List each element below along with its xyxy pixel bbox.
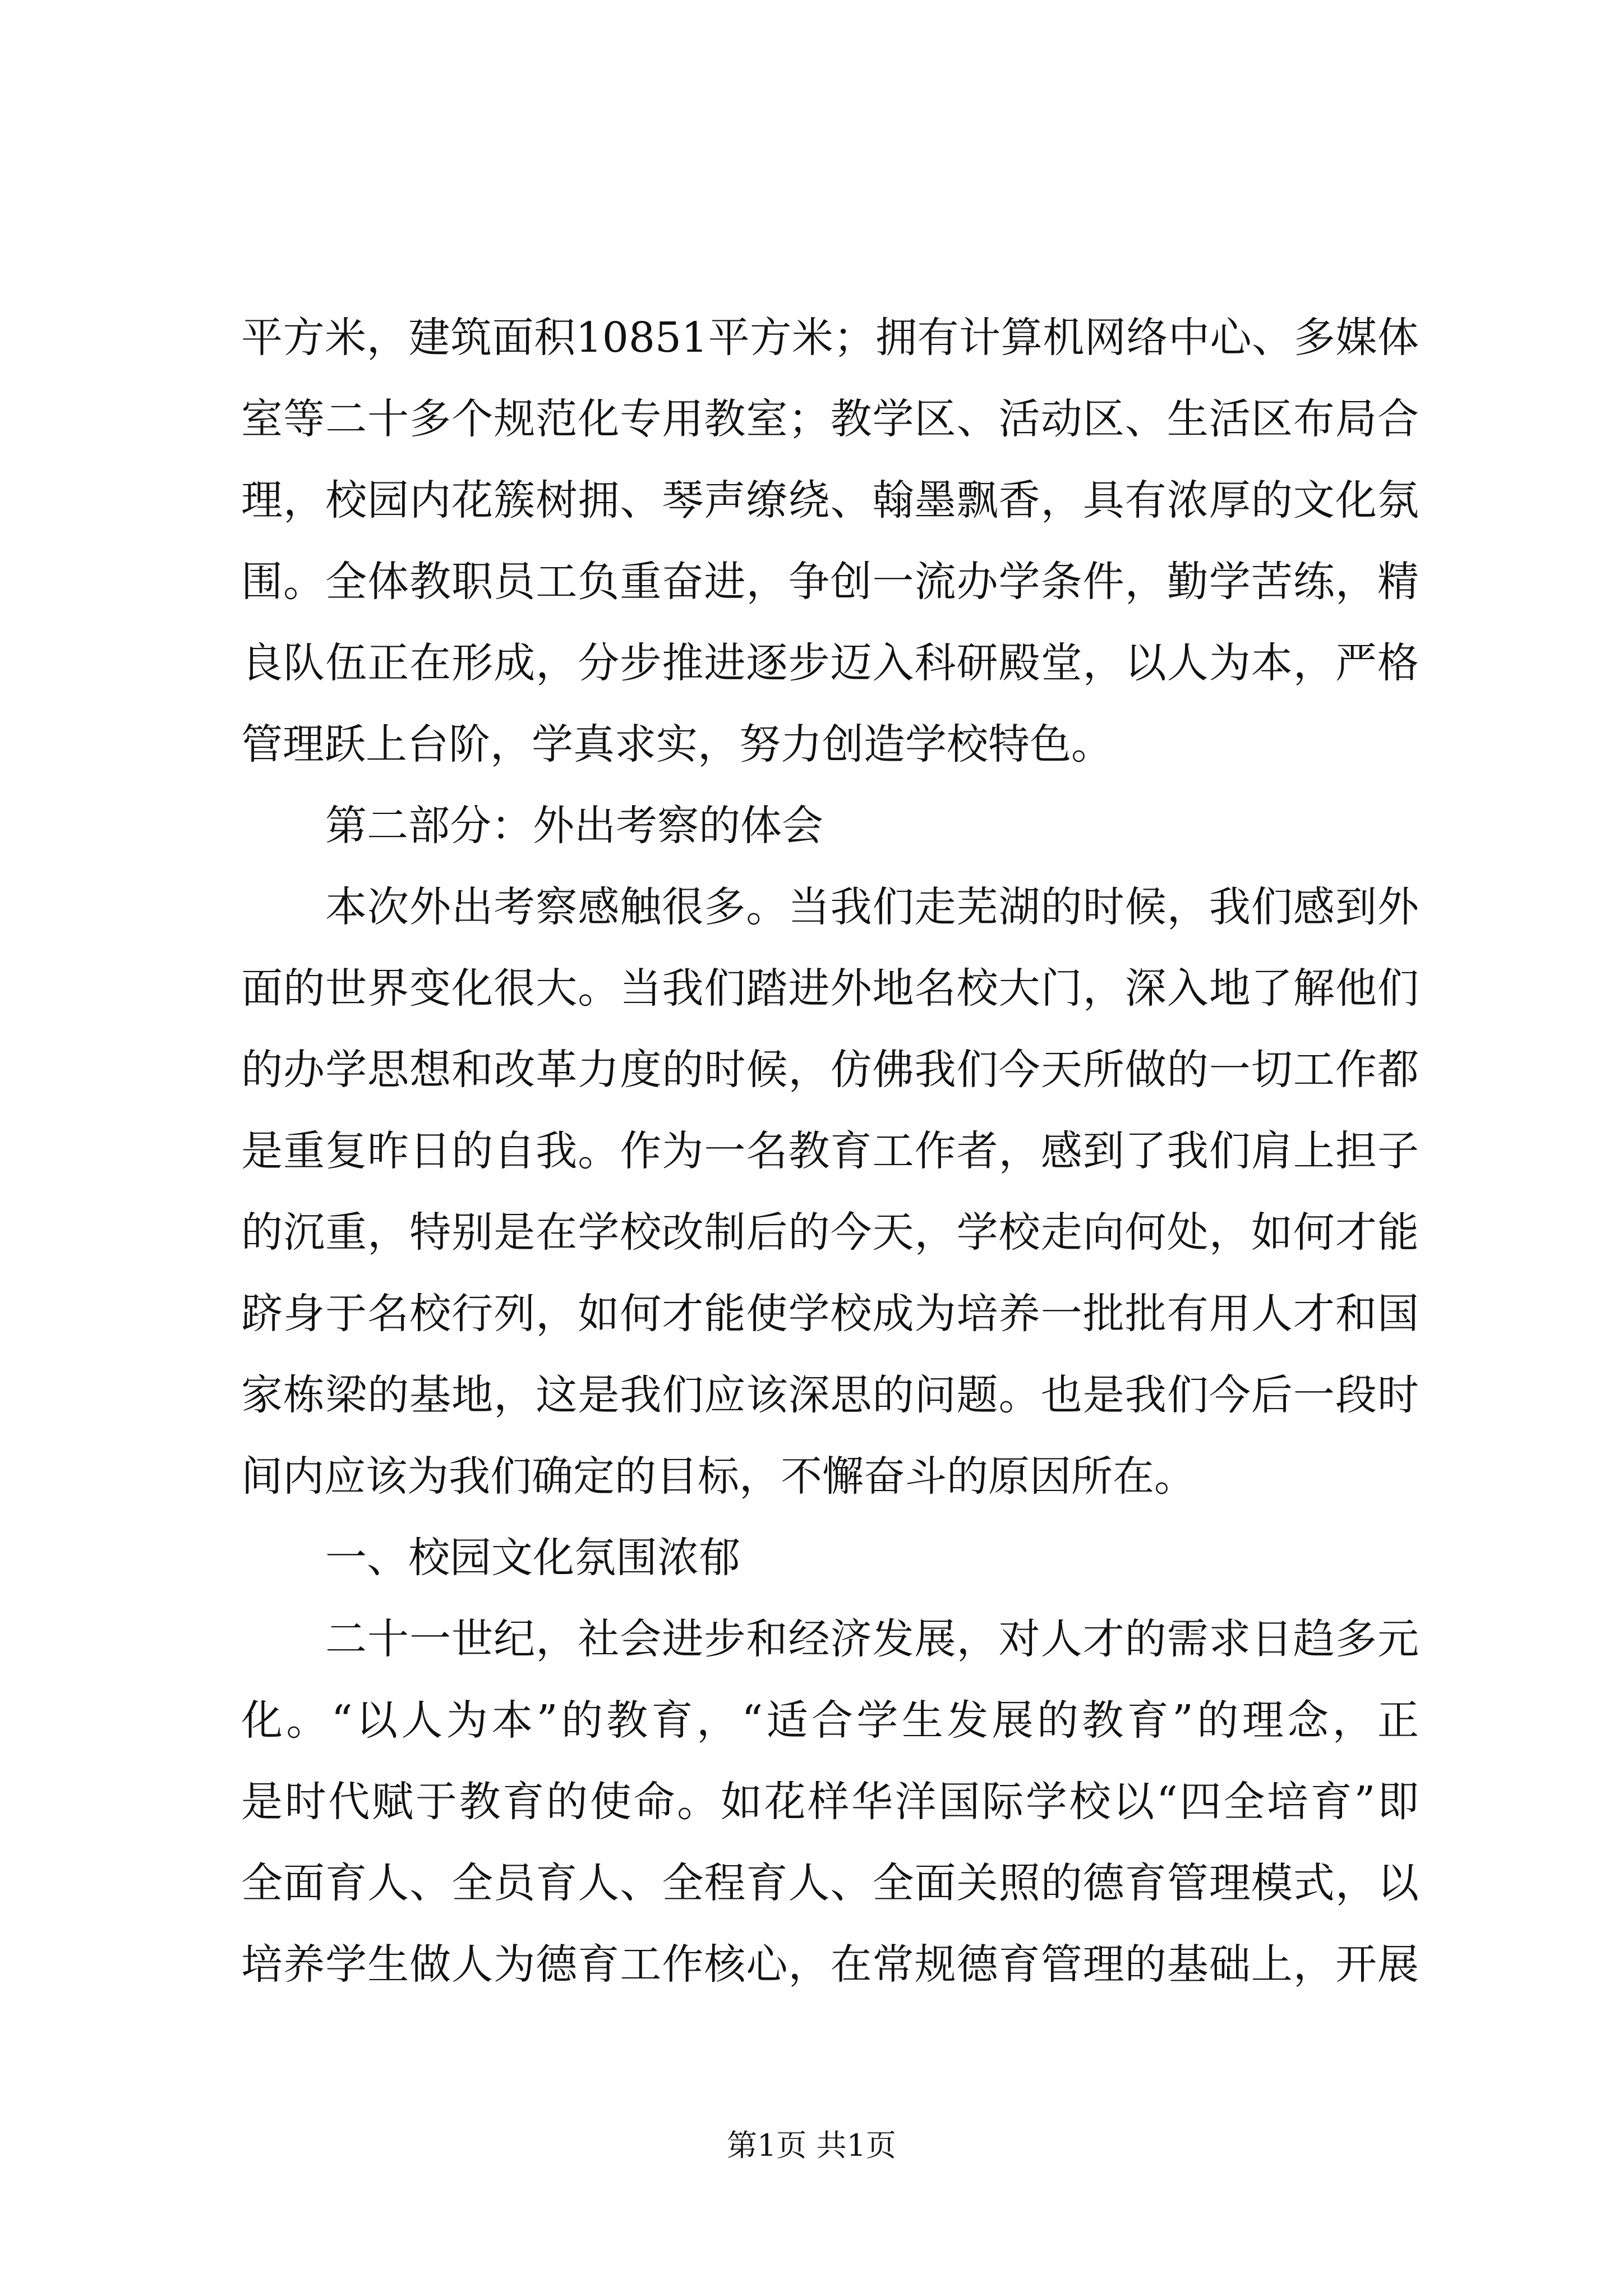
text-line: 管理跃上台阶，学真求实，努力创造学校特色。 [241,720,1113,769]
document-body [241,297,1419,2005]
text-line: 是重复昨日的自我。作为一名教育工作者，感到了我们肩上担子 [241,1127,1419,1175]
text-line: 平方米，建筑面积10851平方米；拥有计算机网络中心、多媒体 [241,314,1419,362]
text-line: 本次外出考察感触很多。当我们走芜湖的时候，我们感到外 [325,883,1419,931]
text-line: 室等二十多个规范化专用教室；教学区、活动区、生活区布局合 [241,395,1419,443]
text-line: 培养学生做人为德育工作核心，在常规德育管理的基础上，开展 [241,1940,1419,1989]
text-line: 是时代赋于教育的使命。如花样华洋国际学校以“四全培育”即 [241,1778,1419,1826]
text-line: 的办学思想和改革力度的时候，仿佛我们今天所做的一切工作都 [241,1046,1419,1094]
text-line: 跻身于名校行列，如何才能使学校成为培养一批批有用人才和国 [241,1290,1419,1338]
page-footer: 第1页 共1页 [727,2128,896,2163]
text-line: 家栋梁的基地，这是我们应该深思的问题。也是我们今后一段时 [241,1371,1419,1419]
section-heading: 一、校园文化氛围浓郁 [325,1534,740,1582]
text-line: 围。全体教职员工负重奋进，争创一流办学条件，勤学苦练，精 [241,558,1419,606]
text-line: 的沉重，特别是在学校改制后的今天，学校走向何处，如何才能 [241,1208,1419,1257]
text-line: 面的世界变化很大。当我们踏进外地名校大门，深入地了解他们 [241,964,1419,1013]
text-line: 良队伍正在形成，分步推进逐步迈入科研殿堂，以人为本，严格 [241,639,1419,687]
text-line: 理，校园内花簇树拥、琴声缭绕、翰墨飘香，具有浓厚的文化氛 [241,476,1419,524]
text-line: 二十一世纪，社会进步和经济发展，对人才的需求日趋多元 [325,1615,1419,1663]
text-line: 化。“以人为本”的教育，“适合学生发展的教育”的理念，正 [241,1696,1419,1745]
section-heading: 第二部分：外出考察的体会 [325,802,823,850]
text-line: 间内应该为我们确定的目标，不懈奋斗的原因所在。 [241,1452,1196,1501]
text-line: 全面育人、全员育人、全程育人、全面关照的德育管理模式，以 [241,1859,1419,1907]
